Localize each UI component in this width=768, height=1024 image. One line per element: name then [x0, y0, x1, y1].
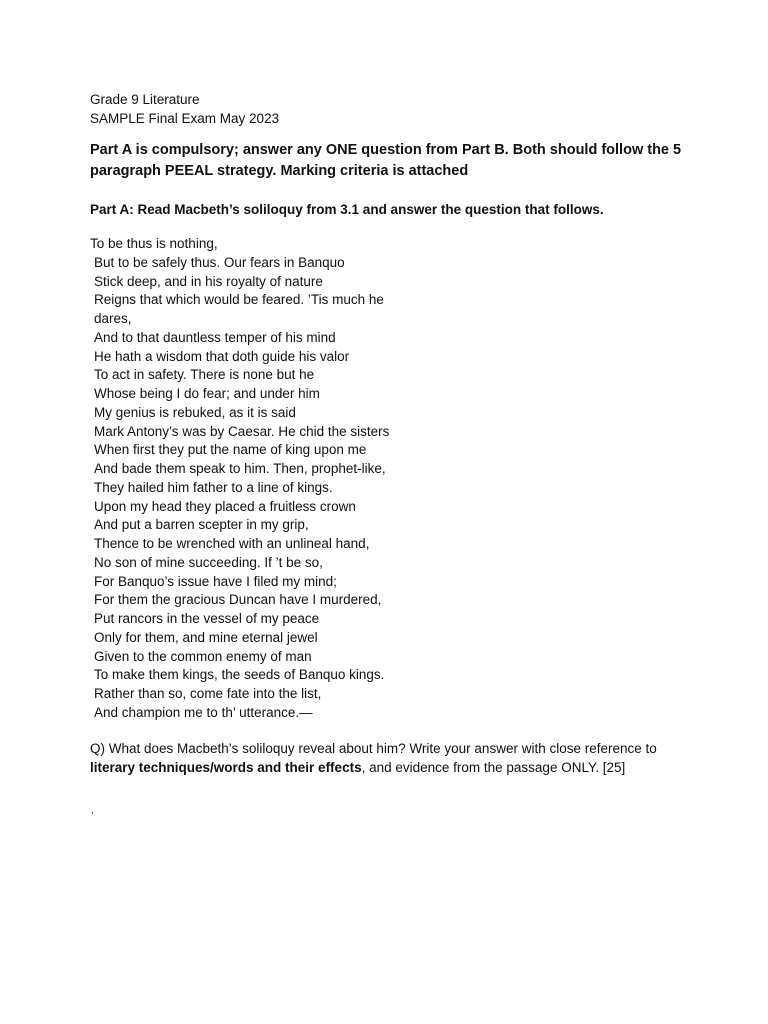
passage-line: When first they put the name of king upon me [94, 442, 367, 458]
part-a-heading: Part A: Read Macbeth’s soliloquy from 3.1 and answer the question that follows. [90, 202, 604, 217]
passage-line: To make them kings, the seeds of Banquo kings. [94, 667, 385, 683]
passage-line: Only for them, and mine eternal jewel [94, 629, 318, 645]
exam-instructions: Part A is compulsory; answer any ONE question from Part B. Both should follow the 5 paragraph PEEAL strategy. Marking criteria is attached [90, 142, 682, 179]
part-a-question [90, 739, 690, 777]
passage-line: Stick deep, and in his royalty of nature [94, 273, 323, 289]
passage-line: My genius is rebuked, as it is said [94, 404, 296, 420]
passage-line: And put a barren scepter in my grip, [94, 517, 309, 533]
stray-mark: , [91, 804, 94, 816]
passage-line: And champion me to th’ utterance.— [94, 704, 313, 720]
passage-line: They hailed him father to a line of kings. [94, 479, 333, 495]
passage-line: To be thus is nothing, [90, 236, 218, 251]
question-suffix: , and evidence from the passage ONLY. [25] [361, 759, 626, 775]
passage-line: Upon my head they placed a fruitless crown [94, 498, 356, 514]
passage-line: And bade them speak to him. Then, prophet-like, [94, 461, 386, 476]
passage-line: For Banquo’s issue have I filed my mind; [94, 573, 337, 589]
passage-line: No son of mine succeeding. If ’t be so, [94, 554, 323, 570]
passage-line: Put rancors in the vessel of my peace [94, 611, 320, 626]
question-prefix: Q) What does Macbeth’s soliloquy reveal about him? Write your answer with close reference to [90, 740, 657, 756]
passage-line: And to that dauntless temper of his mind [94, 329, 336, 345]
passage-line: To act in safety. There is none but he [94, 367, 315, 383]
passage-line: Rather than so, come fate into the list, [94, 686, 322, 701]
exam-title: SAMPLE Final Exam May 2023 [90, 111, 280, 126]
passage-line: He hath a wisdom that doth guide his valor [94, 348, 350, 364]
passage-line: But to be safely thus. Our fears in Banquo [94, 254, 345, 270]
passage-line: dares, [94, 311, 132, 326]
soliloquy-passage [90, 235, 690, 723]
passage-line: Thence to be wrenched with an unlineal hand, [94, 536, 370, 551]
course-title: Grade 9 Literature [90, 92, 200, 107]
passage-line: Whose being I do fear; and under him [94, 386, 320, 401]
passage-line: For them the gracious Duncan have I murdered, [94, 592, 382, 608]
exam-page [90, 90, 690, 817]
passage-line: Given to the common enemy of man [94, 648, 312, 664]
passage-line: Mark Antony’s was by Caesar. He chid the sisters [94, 423, 390, 439]
passage-line: Reigns that which would be feared. ’Tis much he [94, 292, 384, 308]
question-emphasis: literary techniques/words and their effects [90, 759, 362, 775]
